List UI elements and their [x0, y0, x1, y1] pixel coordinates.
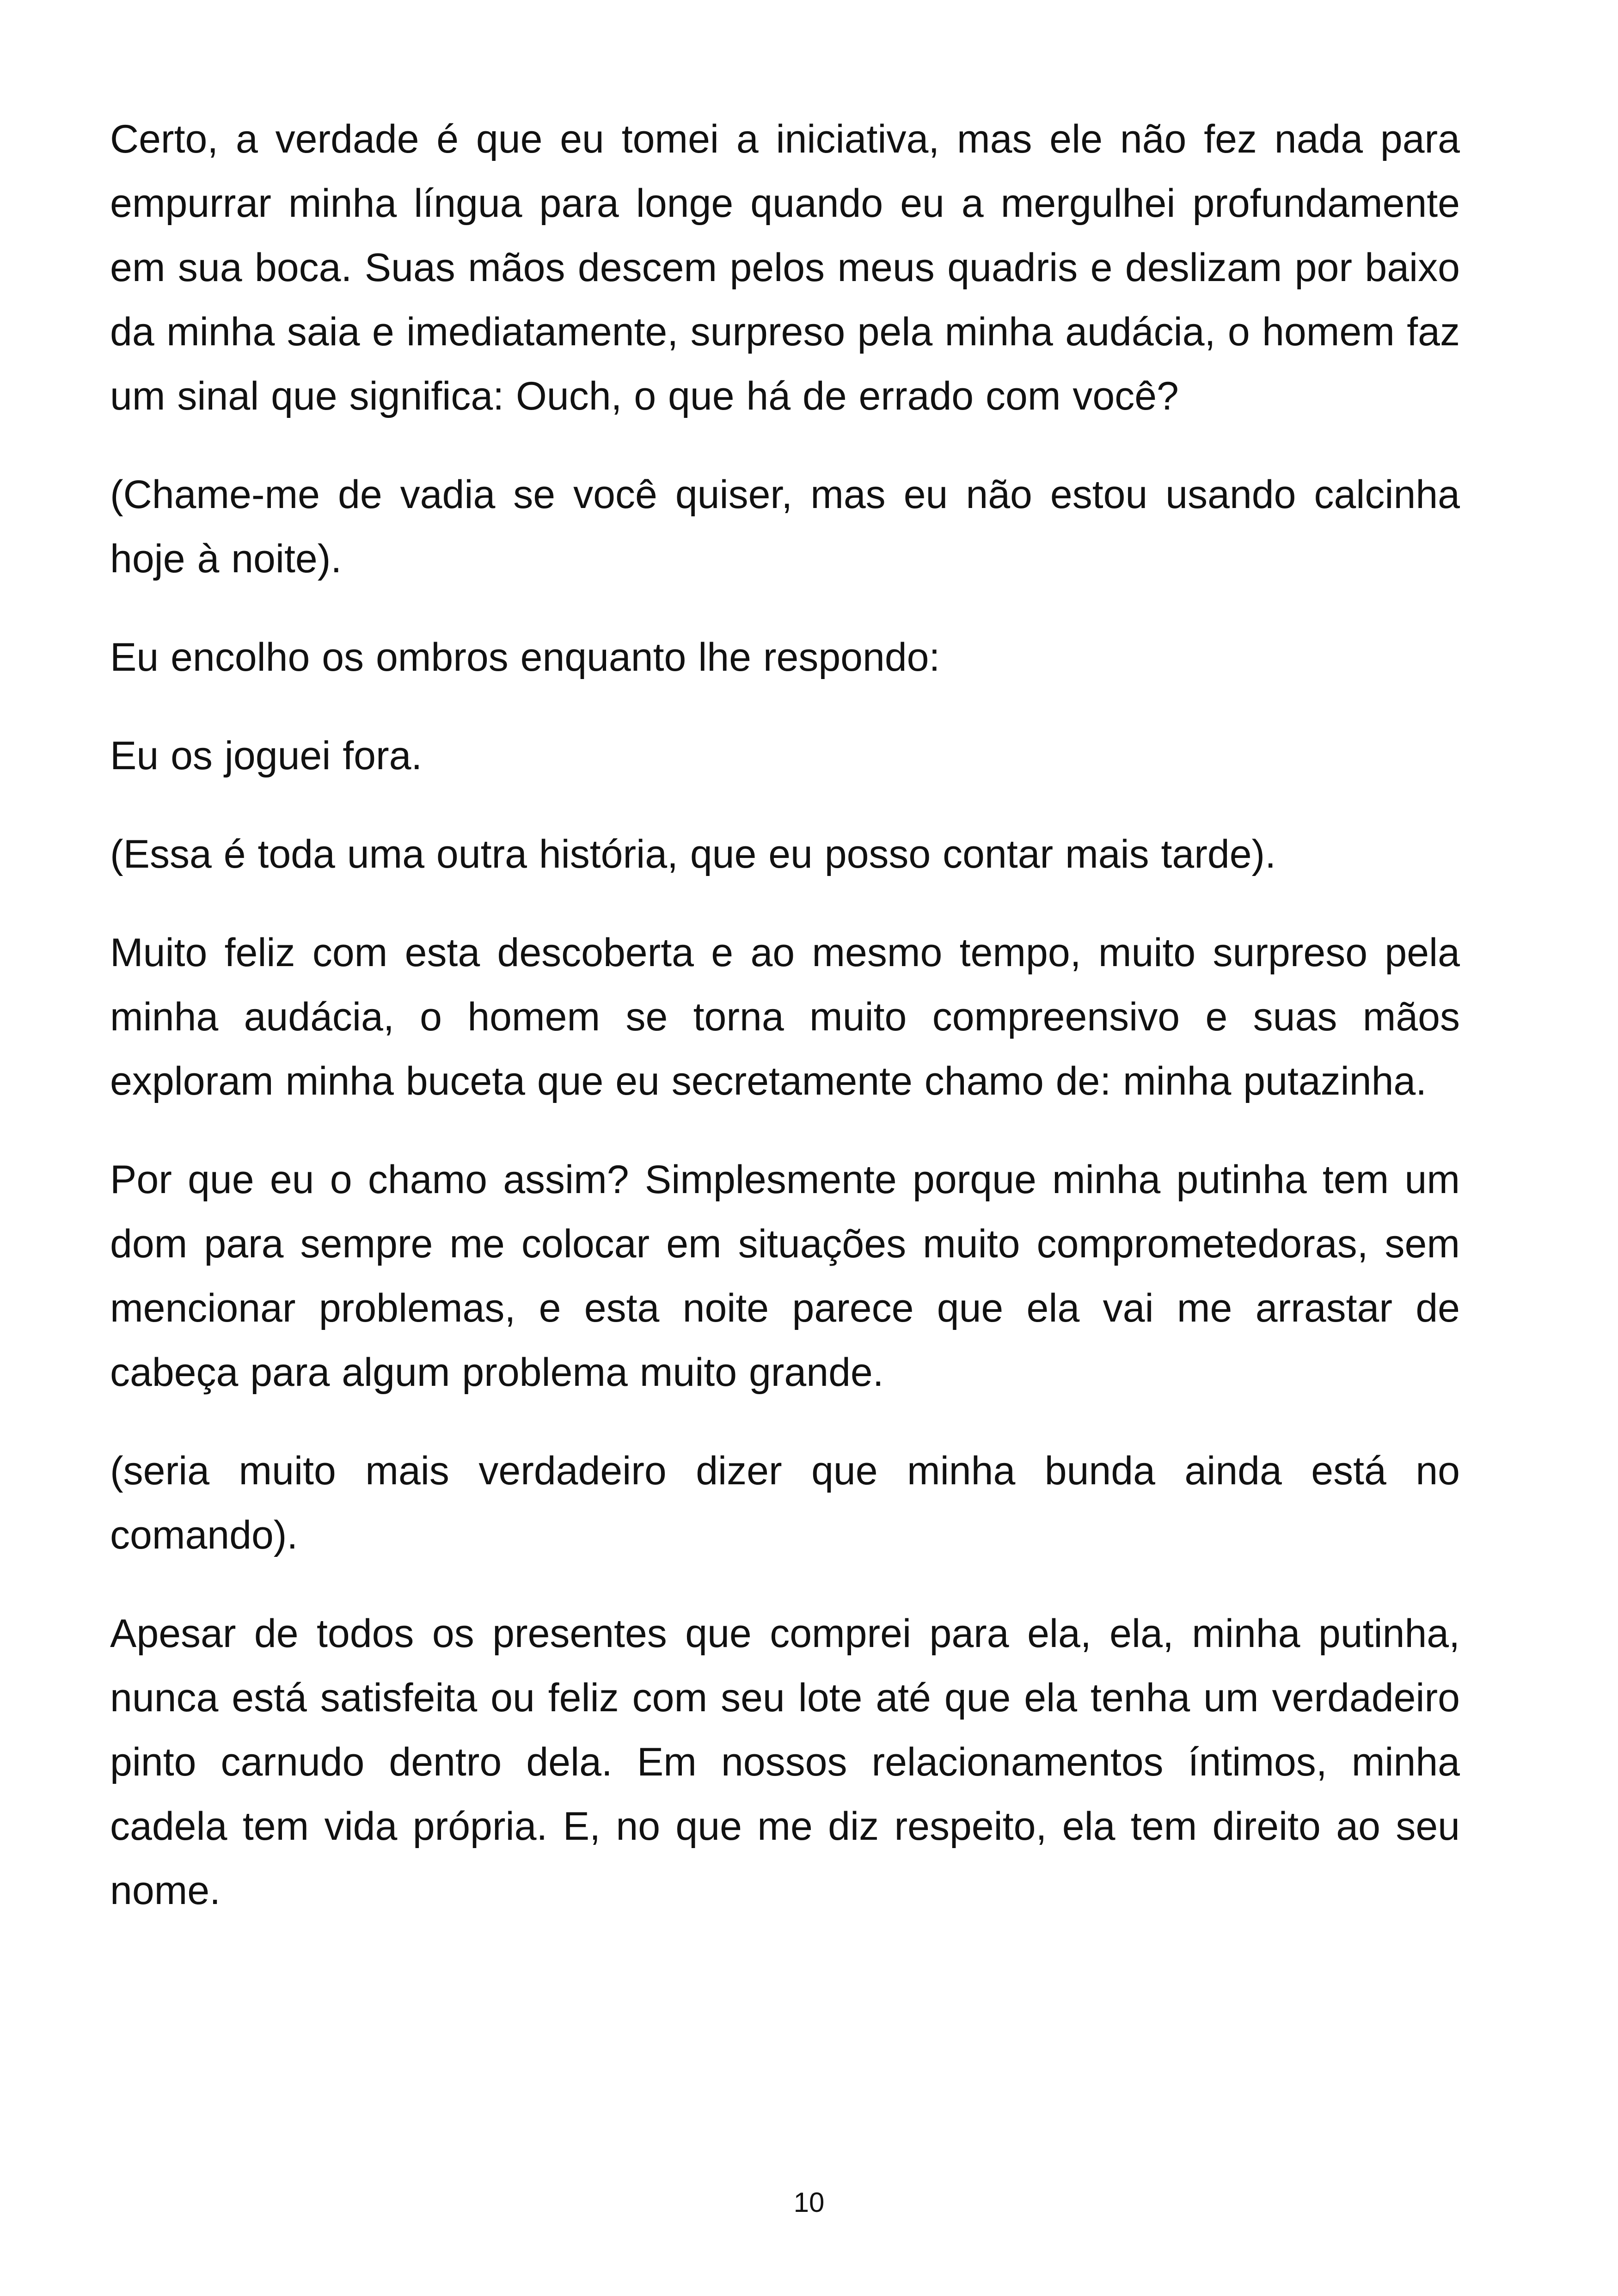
- paragraph: Muito feliz com esta descoberta e ao mesmo tempo, muito surpreso pela minha audácia, o homem se torna muito compreensivo e suas mãos exploram minha buceta que eu secretamente chamo de: minha putazinha.: [110, 931, 1460, 1103]
- paragraph: (Essa é toda uma outra história, que eu posso contar mais tarde).: [110, 832, 1276, 876]
- paragraph: Apesar de todos os presentes que comprei para ela, ela, minha putinha, nunca está satisfeita ou feliz com seu lote até que ela tenha um verdadeiro pinto carnudo dentro dela. Em nossos relacionamentos íntimos, minha cadela tem vida própria. E, no que me diz respeito, ela tem direito ao seu nome.: [110, 1611, 1460, 1913]
- paragraph: (Chame-me de vadia se você quiser, mas eu não estou usando calcinha hoje à noite).: [110, 472, 1460, 581]
- page-body: [110, 107, 1460, 1957]
- paragraph: Certo, a verdade é que eu tomei a iniciativa, mas ele não fez nada para empurrar minha língua para longe quando eu a mergulhei profundamente em sua boca. Suas mãos descem pelos meus quadris e deslizam por baixo da minha saia e imediatamente, surpreso pela minha audácia, o homem faz um sinal que significa: Ouch, o que há de errado com você?: [110, 117, 1460, 418]
- paragraph: Por que eu o chamo assim? Simplesmente porque minha putinha tem um dom para sempre me colocar em situações muito comprometedoras, sem mencionar problemas, e esta noite parece que ela vai me arrastar de cabeça para algum problema muito grande.: [110, 1157, 1460, 1395]
- page-number: 10: [793, 2187, 825, 2218]
- paragraph: Eu os joguei fora.: [110, 734, 423, 778]
- paragraph: Eu encolho os ombros enquanto lhe respondo:: [110, 635, 940, 680]
- paragraph: (seria muito mais verdadeiro dizer que minha bunda ainda está no comando).: [110, 1449, 1460, 1557]
